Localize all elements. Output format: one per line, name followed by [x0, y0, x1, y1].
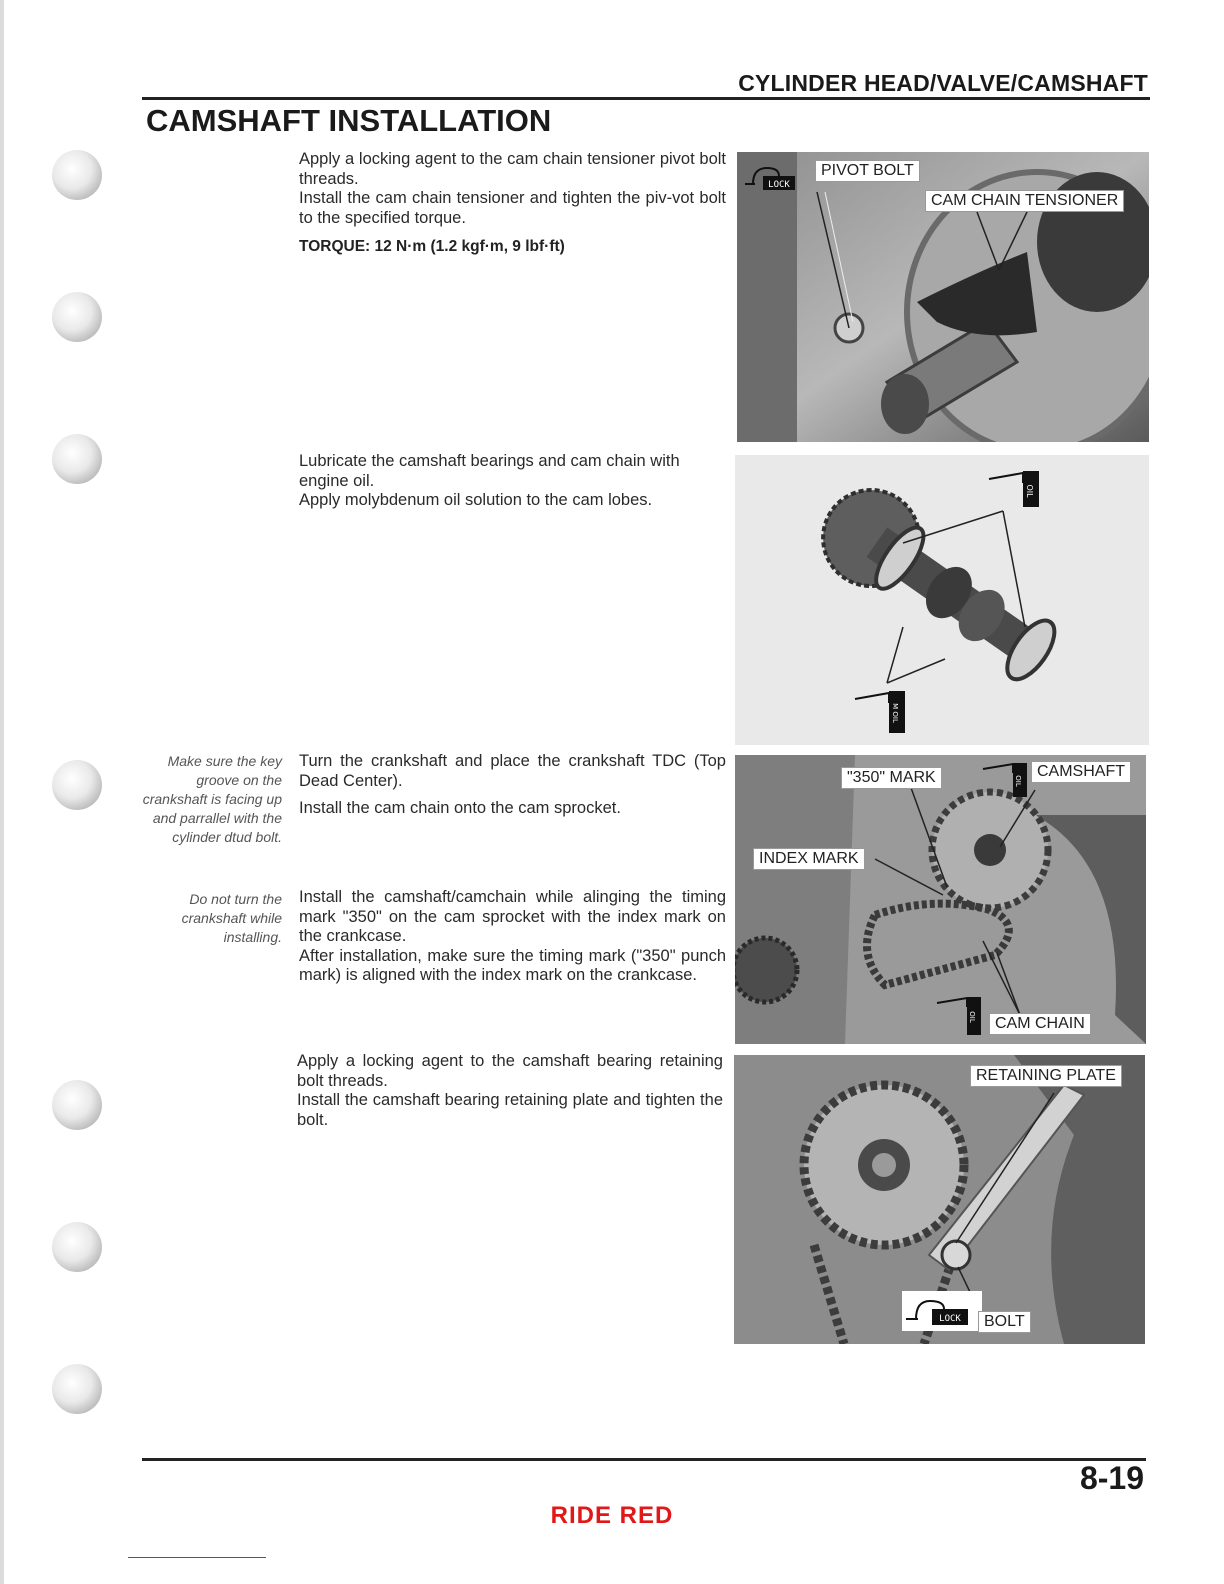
- binder-hole: [52, 760, 102, 810]
- lock-icon: [743, 160, 795, 192]
- step-1-paragraph-2: Install the cam chain tensioner and tighten the piv-vot bolt to the specified torque.: [299, 189, 726, 227]
- link-underline: [128, 1557, 266, 1558]
- step-1-text: [299, 150, 726, 228]
- step-4-paragraph-1: Install the camshaft/camchain while alinging the timing mark "350" on the cam sprocket with the index mark on the crankcase.: [299, 888, 726, 945]
- step-2-paragraph-2: Apply molybdenum oil solution to the cam lobes.: [299, 491, 653, 509]
- binder-hole: [52, 292, 102, 342]
- photo-retaining-plate: [734, 1055, 1145, 1344]
- svg-text:LOCK: LOCK: [939, 1314, 961, 1324]
- footer-rule: [142, 1458, 1146, 1461]
- callout-pivot-bolt: PIVOT BOLT: [815, 160, 920, 182]
- photo-camshaft-lubrication: [735, 455, 1149, 745]
- step-2-paragraph-1: Lubricate the camshaft bearings and cam chain with engine oil.: [299, 452, 680, 490]
- lock-icon: [902, 1291, 982, 1331]
- svg-text:OIL: OIL: [1014, 775, 1022, 787]
- note-key-groove: Make sure the key groove on the crankshaft is facing up and parrallel with the cylinder dtud bolt.: [142, 753, 282, 845]
- photo-cam-chain-tensioner: [737, 152, 1149, 442]
- callout-350-mark: "350" MARK: [841, 767, 942, 789]
- oil-can-icon: [981, 761, 1031, 799]
- callout-index-mark: INDEX MARK: [753, 848, 865, 870]
- svg-text:OIL: OIL: [1025, 484, 1034, 498]
- page-edge-shadow: [0, 0, 4, 1584]
- molybdenum-oil-icon: [853, 689, 909, 735]
- section-title: CYLINDER HEAD/VALVE/CAMSHAFT: [738, 70, 1148, 96]
- callout-bolt: BOLT: [978, 1311, 1031, 1333]
- step-4-paragraph-2: After installation, make sure the timing mark ("350" punch mark) is aligned with the index mark on the crankcase.: [299, 946, 726, 984]
- step-3-paragraph-2: Install the cam chain onto the cam sprocket.: [299, 799, 621, 817]
- step-2-text: [299, 452, 726, 511]
- header-rule: [142, 97, 1150, 100]
- step-3-text: [299, 752, 726, 819]
- svg-text:LOCK: LOCK: [768, 180, 790, 190]
- callout-cam-chain-tensioner: CAM CHAIN TENSIONER: [925, 190, 1124, 212]
- callout-retaining-plate: RETAINING PLATE: [970, 1065, 1122, 1087]
- step-5-text: [297, 1052, 723, 1130]
- binder-hole: [52, 1364, 102, 1414]
- svg-text:M OIL: M OIL: [891, 703, 899, 723]
- svg-text:OIL: OIL: [968, 1011, 976, 1023]
- step-1-paragraph-1: Apply a locking agent to the cam chain tensioner pivot bolt threads.: [299, 150, 726, 188]
- binder-hole: [52, 434, 102, 484]
- step-5-paragraph-2: Install the camshaft bearing retaining plate and tighten the bolt.: [297, 1091, 723, 1129]
- photo-cam-timing-marks: [735, 755, 1146, 1044]
- oil-can-icon: [935, 995, 985, 1037]
- step-3-paragraph-1: Turn the crankshaft and place the crankshaft TDC (Top Dead Center).: [299, 752, 726, 790]
- torque-spec: TORQUE: 12 N·m (1.2 kgf·m, 9 lbf·ft): [299, 238, 565, 255]
- page-title: CAMSHAFT INSTALLATION: [146, 103, 552, 138]
- step-4-text: [299, 888, 726, 986]
- note-do-not-turn: Do not turn the crankshaft while installing.: [181, 891, 282, 945]
- binder-hole: [52, 1222, 102, 1272]
- page-number: 8-19: [1079, 1460, 1144, 1496]
- oil-can-icon: [987, 469, 1043, 509]
- binder-hole: [52, 150, 102, 200]
- callout-camshaft: CAMSHAFT: [1031, 761, 1131, 783]
- binder-hole: [52, 1080, 102, 1130]
- footer-brand: RIDE RED: [550, 1502, 674, 1529]
- callout-cam-chain: CAM CHAIN: [989, 1013, 1091, 1035]
- step-5-paragraph-1: Apply a locking agent to the camshaft bearing retaining bolt threads.: [297, 1052, 723, 1090]
